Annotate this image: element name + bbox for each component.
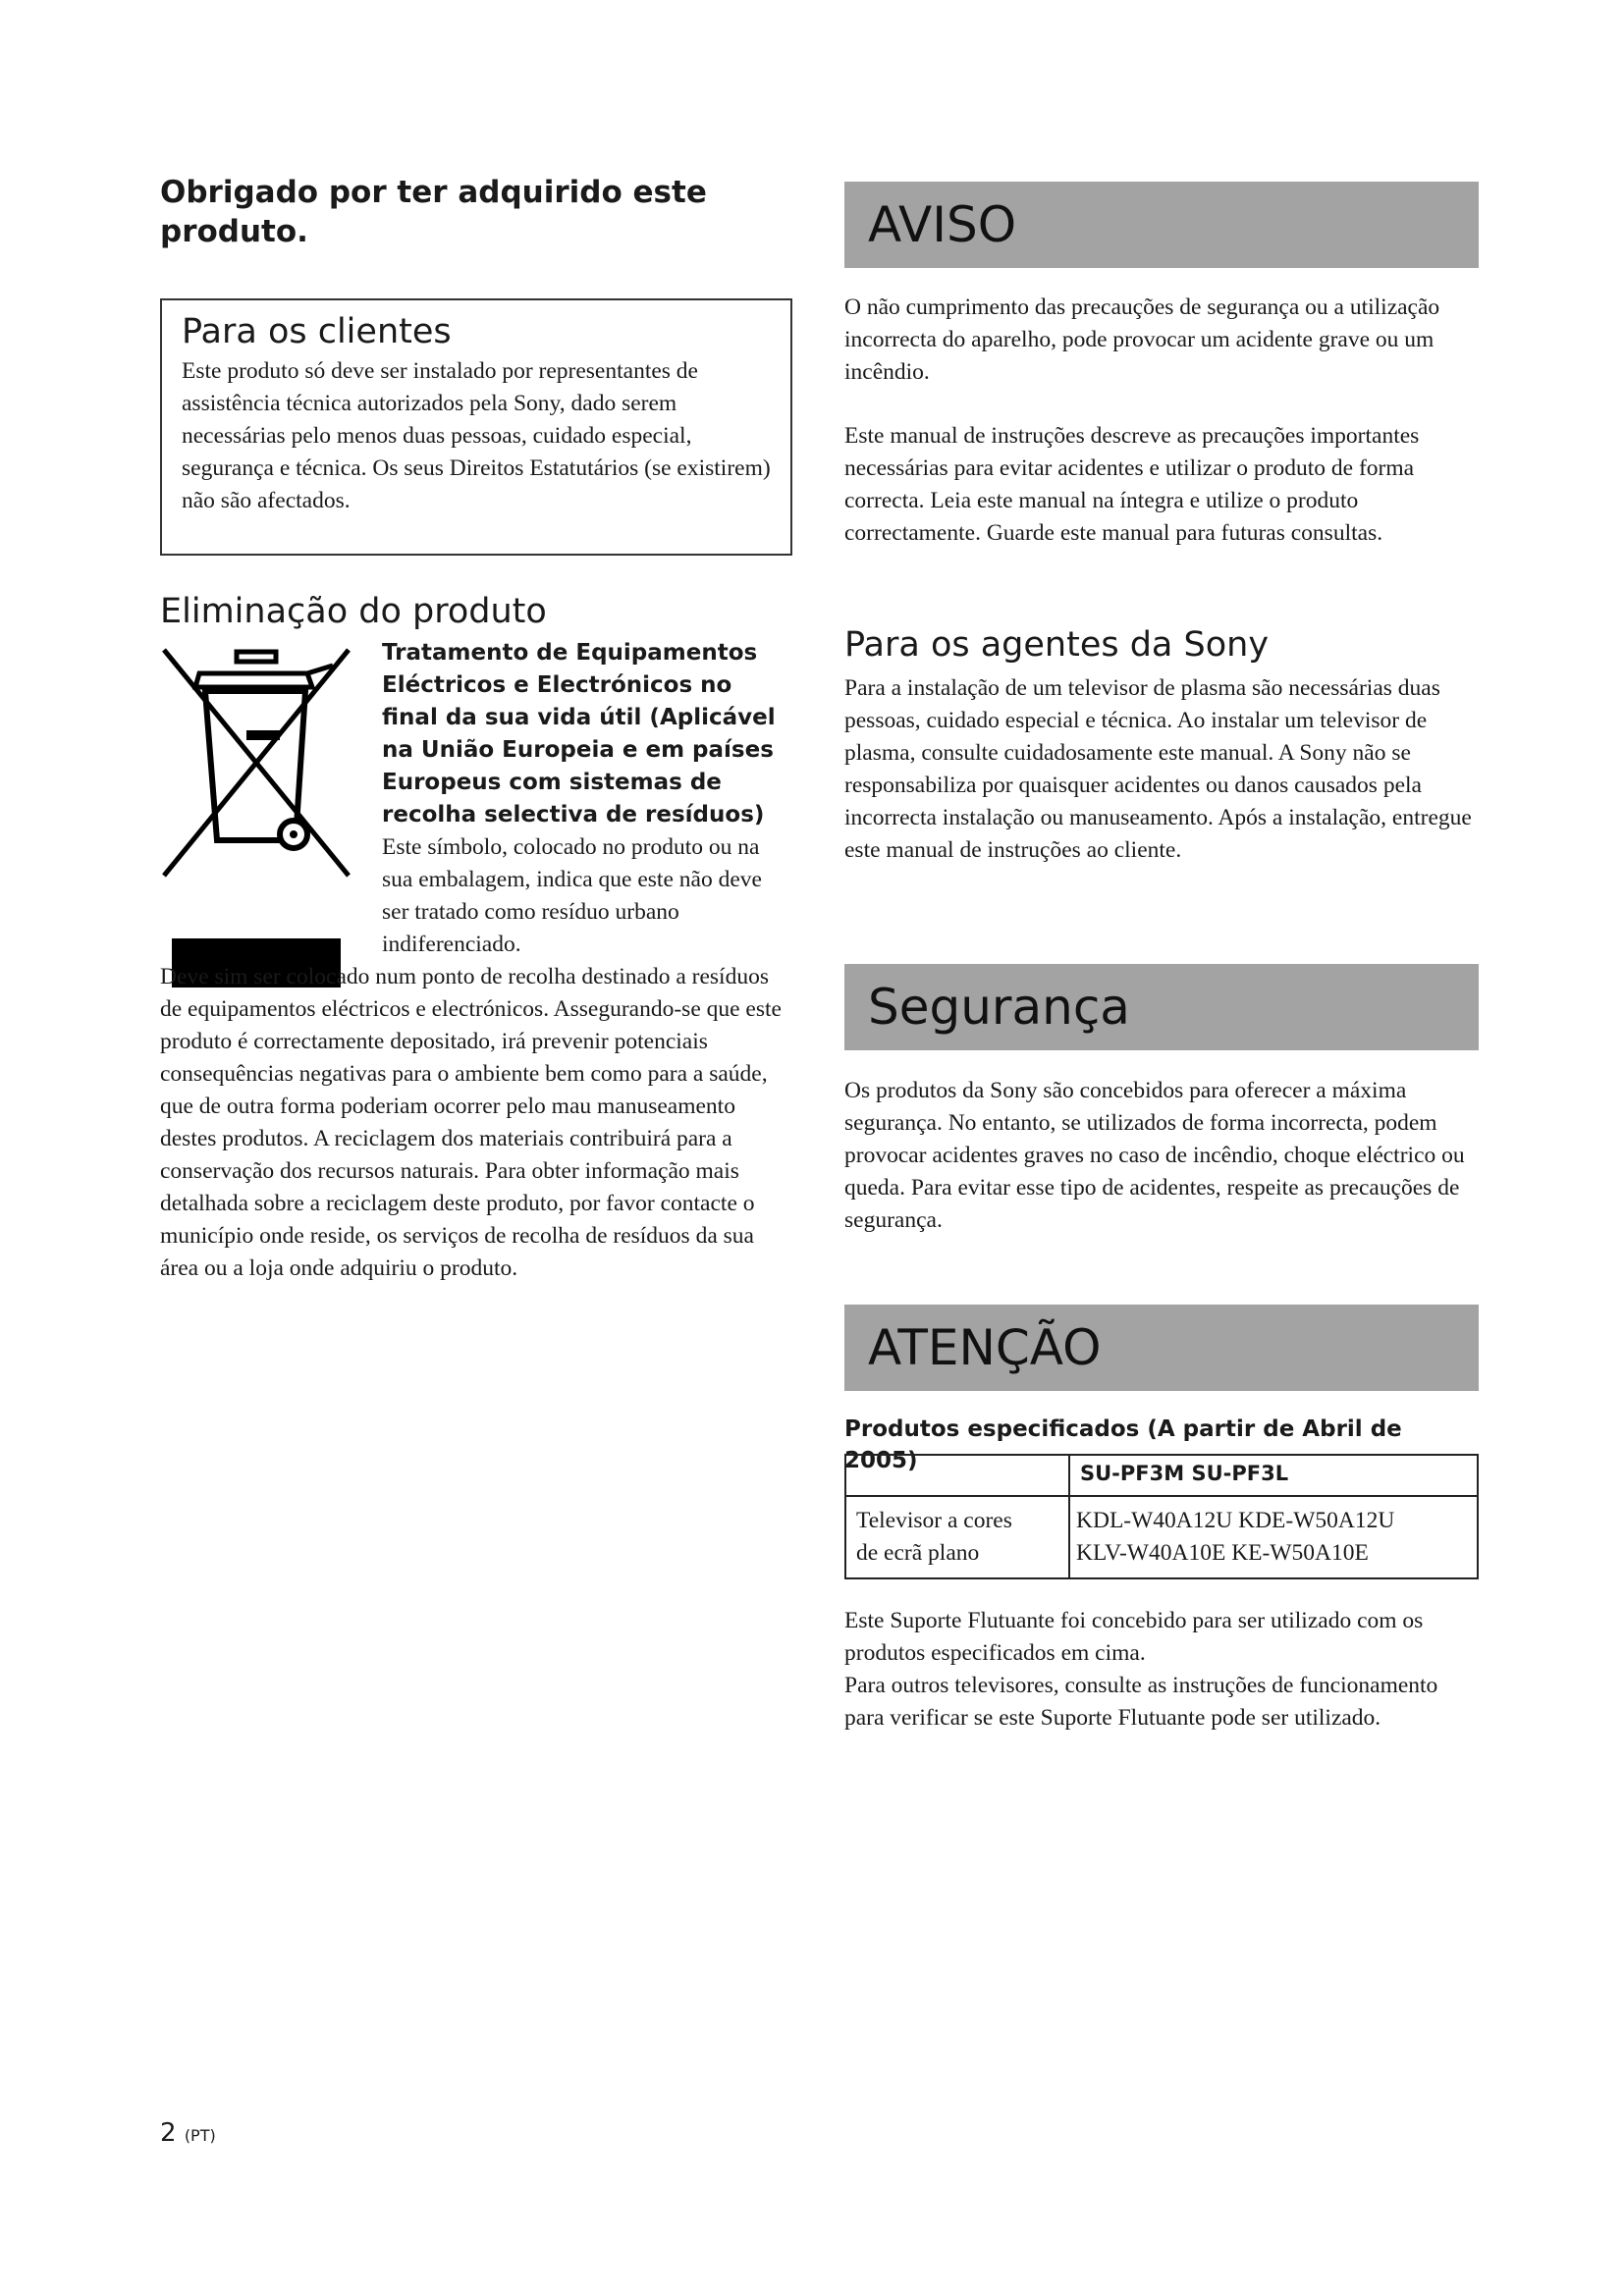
table-row-label-2: de ecrã plano	[856, 1540, 980, 1566]
specified-products-table	[844, 1454, 1479, 1579]
clients-box-title: Para os clientes	[182, 312, 452, 351]
page-language-code: (PT)	[184, 2126, 216, 2145]
agents-text: Para a instalação de um televisor de plasma são necessárias duas pessoas, cuidado especial e técnica. Ao instalar um televisor de plasma, consulte cuidadosamente este manual. A Sony não se responsabiliza por quaisquer acidentes ou danos causados pela incorrecta instalação ou manuseamento. Após a instalação, entregue este manual de instruções ao cliente.	[844, 675, 1472, 863]
page-number	[160, 2118, 216, 2148]
weee-body-text: Deve sim ser colocado num ponto de recolha destinado a resíduos de equipamentos eléctricos e electrónicos. Assegurando-se que este produto é correctamente depositado, irá prevenir potenciais consequências negativas para o ambiente bem como para a saúde, que de outra forma poderiam ocorrer pelo mau manuseamento destes produtos. A reciclagem dos materiais contribuirá para a conservação dos recursos naturais. Para obter informação mais detalhada sobre a reciclagem deste produto, por favor contacte o município onde reside, os serviços de recolha de resíduos da sua área ou a loja onde adquiriu o produto.	[160, 964, 782, 1281]
table-models-line-2: KLV-W40A10E KE-W50A10E	[1076, 1540, 1369, 1566]
aviso-paragraph-1: O não cumprimento das precauções de segurança ou a utilização incorrecta do aparelho, pode provocar um acidente grave ou um incêndio.	[844, 294, 1440, 385]
table-header-models: SU-PF3M SU-PF3L	[1080, 1462, 1289, 1485]
table-divider-vertical	[1068, 1456, 1070, 1577]
attention-text-1: Este Suporte Flutuante foi concebido para ser utilizado com os produtos especificados em cima.	[844, 1608, 1424, 1666]
aviso-paragraph-2: Este manual de instruções descreve as precauções importantes necessárias para evitar acidentes e utilizar o produto de forma correcta. Leia este manual na íntegra e utilize o produto correctamente. Guarde este manual para futuras consultas.	[844, 423, 1420, 546]
disposal-title: Eliminação do produto	[160, 592, 547, 631]
weee-heading: Tratamento de Equipamentos Eléctricos e Electrónicos no final da sua vida útil (Aplicável na União Europeia e em países Europeus com sistemas de recolha selectiva de resíduos)	[382, 640, 776, 828]
agents-title: Para os agentes da Sony	[844, 625, 1270, 665]
table-row-label-1: Televisor a cores	[856, 1508, 1012, 1533]
attention-banner: ATENÇÃO	[844, 1305, 1479, 1391]
page-number-value: 2	[160, 2118, 177, 2148]
aviso-banner: AVISO	[844, 182, 1479, 268]
weee-intro-text: Este símbolo, colocado no produto ou na sua embalagem, indica que este não deve ser tratado como resíduo urbano indiferenciado.	[382, 834, 762, 957]
clients-notice-box	[160, 298, 792, 556]
safety-text: Os produtos da Sony são concebidos para oferecer a máxima segurança. No entanto, se utilizados de forma incorrecta, podem provocar acidentes graves no caso de incêndio, choque eléctrico ou queda. Para evitar esse tipo de acidentes, respeite as precauções de segurança.	[844, 1078, 1465, 1233]
table-divider-horizontal	[846, 1495, 1477, 1497]
thanks-title: Obrigado por ter adquirido este produto.	[160, 175, 707, 249]
attention-text-2: Para outros televisores, consulte as instruções de funcionamento para verificar se este Suporte Flutuante pode ser utilizado.	[844, 1673, 1438, 1731]
specified-products-title: Produtos especificados (A partir de Abril de 2005)	[844, 1416, 1402, 1473]
clients-box-text: Este produto só deve ser instalado por representantes de assistência técnica autorizados pela Sony, dado serem necessárias pelo menos duas pessoas, cuidado especial, segurança e técnica. Os seus Direitos Estatutários (se existirem) não são afectados.	[182, 358, 771, 513]
table-models-line-1: KDL-W40A12U KDE-W50A12U	[1076, 1508, 1395, 1533]
safety-banner: Segurança	[844, 964, 1479, 1050]
